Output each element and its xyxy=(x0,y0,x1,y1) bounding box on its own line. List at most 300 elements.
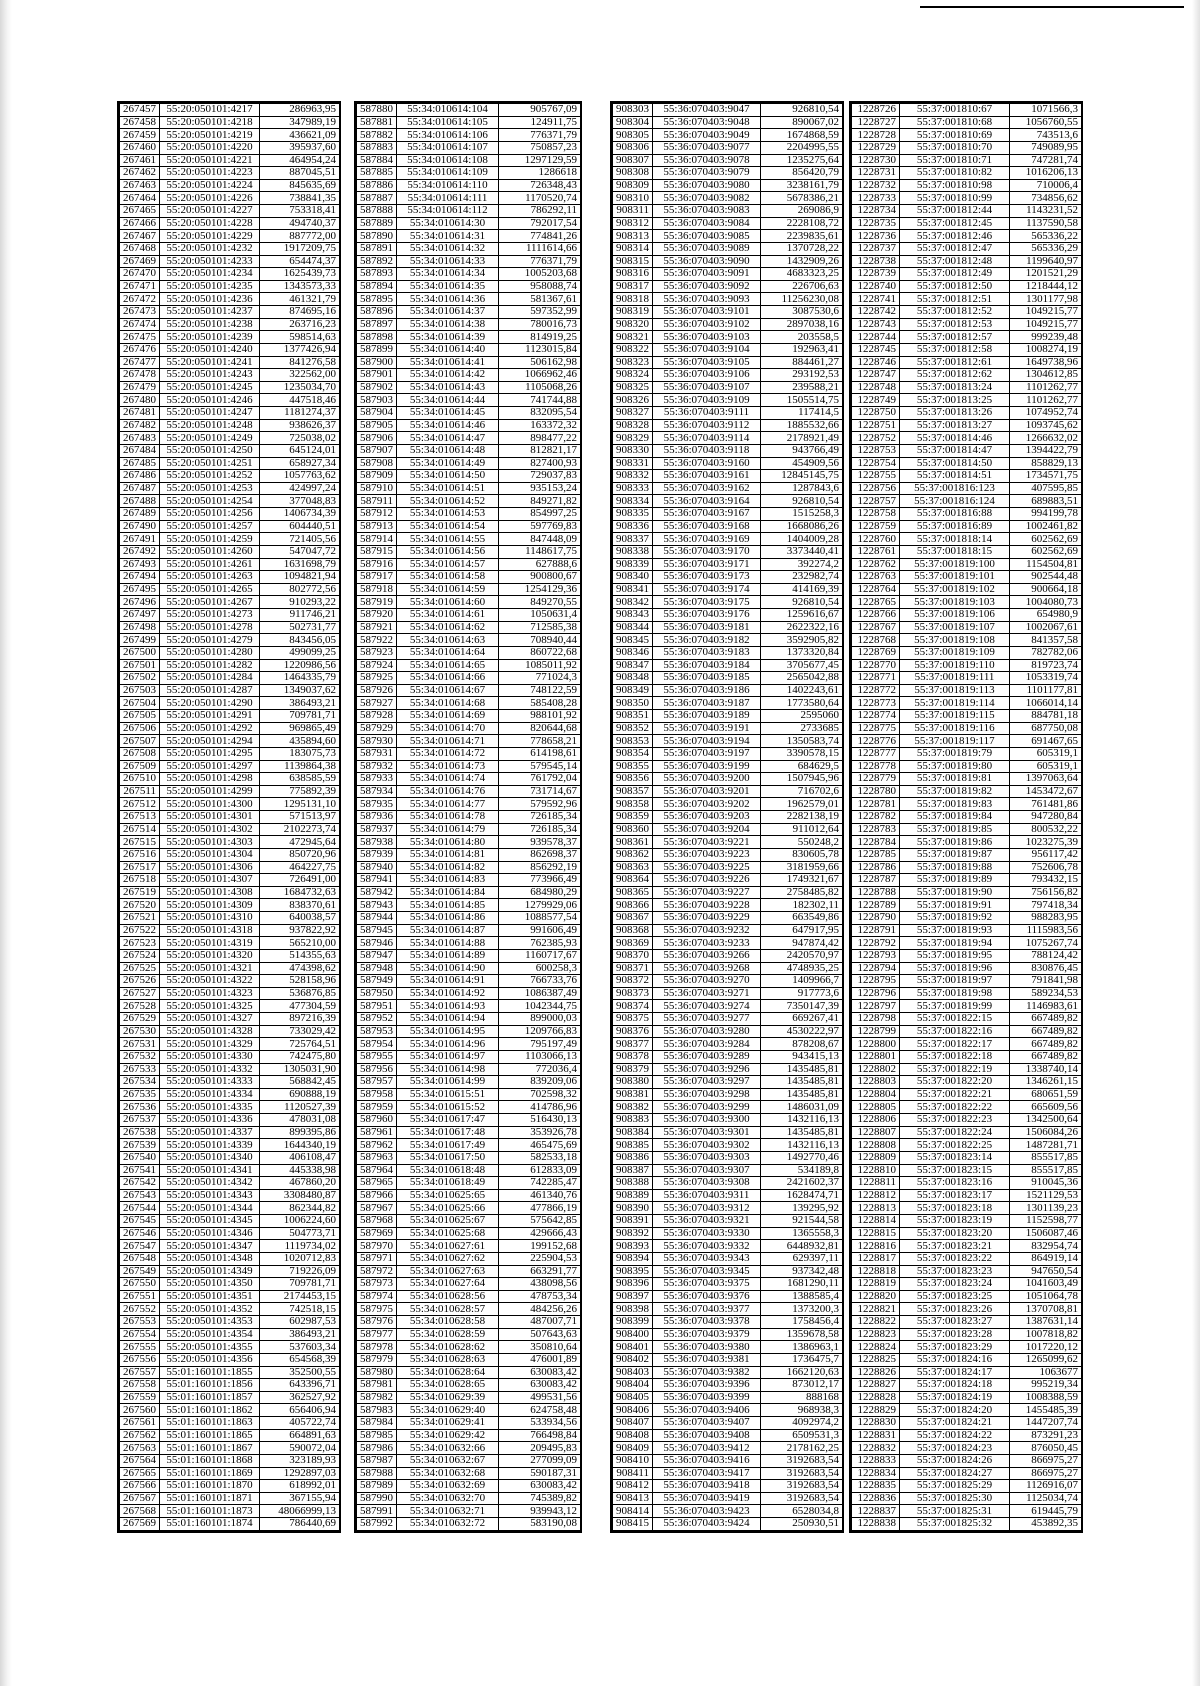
table-row xyxy=(357,129,581,142)
table-row xyxy=(613,823,843,836)
table-row xyxy=(357,1177,581,1190)
cadastral-value: 579592,96 xyxy=(499,798,581,811)
table-row xyxy=(613,104,843,117)
cadastral-value: 1962579,01 xyxy=(761,798,843,811)
table-row xyxy=(357,154,581,167)
cadastral-value: 1199640,97 xyxy=(1010,255,1082,268)
cadastral-number: 55:34:010617:49 xyxy=(397,1139,499,1152)
cadastral-value: 499531,56 xyxy=(499,1391,581,1404)
cadastral-value: 1085011,92 xyxy=(499,659,581,672)
cadastral-value: 830876,45 xyxy=(1010,962,1082,975)
table-row xyxy=(852,318,1082,331)
cadastral-number: 55:20:050101:4249 xyxy=(160,432,260,445)
cadastral-number: 55:37:001819:110 xyxy=(900,659,1010,672)
cadastral-value: 680651,59 xyxy=(1010,1088,1082,1101)
cadastral-number: 55:20:050101:4267 xyxy=(160,596,260,609)
table-row xyxy=(357,848,581,861)
cadastral-number: 55:20:050101:4246 xyxy=(160,394,260,407)
table-row xyxy=(120,1202,340,1215)
cadastral-value: 899000,03 xyxy=(499,1013,581,1026)
cadastral-number: 55:37:001810:68 xyxy=(900,116,1010,129)
row-number: 267502 xyxy=(120,672,160,685)
table-row xyxy=(613,331,843,344)
cadastral-value: 876050,45 xyxy=(1010,1442,1082,1455)
cadastral-value: 1002461,82 xyxy=(1010,520,1082,533)
cadastral-value: 3192683,54 xyxy=(761,1454,843,1467)
row-number: 587896 xyxy=(357,306,397,319)
table-row xyxy=(357,684,581,697)
cadastral-number: 55:37:001819:111 xyxy=(900,672,1010,685)
row-number: 908387 xyxy=(613,1164,653,1177)
table-row xyxy=(852,470,1082,483)
cadastral-value: 124911,75 xyxy=(499,116,581,129)
row-number: 1228758 xyxy=(852,508,900,521)
cadastral-value: 2178162,25 xyxy=(761,1442,843,1455)
cadastral-value: 627888,6 xyxy=(499,558,581,571)
cadastral-number: 55:34:010614:58 xyxy=(397,571,499,584)
cadastral-value: 708940,44 xyxy=(499,634,581,647)
table-row xyxy=(357,1290,581,1303)
cadastral-number: 55:20:050101:4355 xyxy=(160,1341,260,1354)
cadastral-number: 55:34:010625:65 xyxy=(397,1189,499,1202)
cadastral-number: 55:37:001819:94 xyxy=(900,937,1010,950)
table-row xyxy=(120,684,340,697)
table-row xyxy=(120,331,340,344)
cadastral-value: 849271,82 xyxy=(499,495,581,508)
row-number: 908382 xyxy=(613,1101,653,1114)
cadastral-value: 1094821,94 xyxy=(260,571,340,584)
table-row xyxy=(120,1063,340,1076)
cadastral-number: 55:20:050101:4251 xyxy=(160,457,260,470)
row-number: 267559 xyxy=(120,1391,160,1404)
table-row xyxy=(852,394,1082,407)
row-number: 908385 xyxy=(613,1139,653,1152)
row-number: 1228804 xyxy=(852,1088,900,1101)
cadastral-value: 1295131,10 xyxy=(260,798,340,811)
table-row xyxy=(852,1328,1082,1341)
cadastral-value: 547047,72 xyxy=(260,545,340,558)
cadastral-number: 55:37:001823:23 xyxy=(900,1265,1010,1278)
row-number: 1228833 xyxy=(852,1454,900,1467)
cadastral-number: 55:34:010614:111 xyxy=(397,192,499,205)
cadastral-value: 860722,68 xyxy=(499,646,581,659)
cadastral-value: 845635,69 xyxy=(260,179,340,192)
cadastral-number: 55:20:050101:4250 xyxy=(160,444,260,457)
cadastral-number: 55:36:070403:9102 xyxy=(653,318,761,331)
cadastral-number: 55:34:010614:81 xyxy=(397,848,499,861)
row-number: 587931 xyxy=(357,747,397,760)
row-number: 1228812 xyxy=(852,1189,900,1202)
table-row xyxy=(613,407,843,420)
row-number: 908369 xyxy=(613,937,653,950)
cadastral-number: 55:34:010614:110 xyxy=(397,179,499,192)
table-row xyxy=(120,1025,340,1038)
row-number: 908324 xyxy=(613,369,653,382)
table-row xyxy=(852,167,1082,180)
cadastral-value: 183075,73 xyxy=(260,747,340,760)
cadastral-value: 630083,42 xyxy=(499,1480,581,1493)
cadastral-number: 55:36:070403:9197 xyxy=(653,747,761,760)
cadastral-value: 1279929,06 xyxy=(499,899,581,912)
table-row xyxy=(852,760,1082,773)
cadastral-value: 362527,92 xyxy=(260,1391,340,1404)
cadastral-number: 55:37:001822:24 xyxy=(900,1126,1010,1139)
cadastral-number: 55:37:001823:25 xyxy=(900,1290,1010,1303)
row-number: 267498 xyxy=(120,621,160,634)
cadastral-value: 4683323,25 xyxy=(761,268,843,281)
cadastral-number: 55:34:010614:55 xyxy=(397,533,499,546)
row-number: 908381 xyxy=(613,1088,653,1101)
cadastral-number: 55:34:010614:70 xyxy=(397,722,499,735)
cadastral-number: 55:36:070403:9200 xyxy=(653,773,761,786)
cadastral-number: 55:34:010614:45 xyxy=(397,407,499,420)
table-row xyxy=(852,116,1082,129)
cadastral-number: 55:20:050101:4241 xyxy=(160,356,260,369)
cadastral-value: 1020712,83 xyxy=(260,1252,340,1265)
cadastral-value: 476001,89 xyxy=(499,1353,581,1366)
table-row xyxy=(120,798,340,811)
table-row xyxy=(357,634,581,647)
row-number: 1228729 xyxy=(852,141,900,154)
table-row xyxy=(120,394,340,407)
cadastral-value: 406108,47 xyxy=(260,1151,340,1164)
cadastral-value: 1287843,6 xyxy=(761,482,843,495)
cadastral-value: 939578,37 xyxy=(499,836,581,849)
cadastral-number: 55:37:001823:19 xyxy=(900,1215,1010,1228)
cadastral-value: 782782,06 xyxy=(1010,646,1082,659)
row-number: 267479 xyxy=(120,381,160,394)
cadastral-number: 55:37:001825:31 xyxy=(900,1505,1010,1518)
cadastral-value: 1004080,73 xyxy=(1010,596,1082,609)
cadastral-value: 589234,53 xyxy=(1010,987,1082,1000)
cadastral-value: 900800,67 xyxy=(499,571,581,584)
row-number: 1228805 xyxy=(852,1101,900,1114)
cadastral-number: 55:36:070403:9268 xyxy=(653,962,761,975)
cadastral-value: 534189,8 xyxy=(761,1164,843,1177)
cadastral-number: 55:20:050101:4325 xyxy=(160,1000,260,1013)
cadastral-value: 1394422,79 xyxy=(1010,444,1082,457)
row-number: 1228809 xyxy=(852,1151,900,1164)
row-number: 908386 xyxy=(613,1151,653,1164)
row-number: 267517 xyxy=(120,861,160,874)
row-number: 587989 xyxy=(357,1480,397,1493)
cadastral-value: 947874,42 xyxy=(761,937,843,950)
cadastral-number: 55:37:001819:100 xyxy=(900,558,1010,571)
table-row xyxy=(357,912,581,925)
table-row xyxy=(357,1391,581,1404)
cadastral-value: 878208,67 xyxy=(761,1038,843,1051)
table-row xyxy=(357,495,581,508)
cadastral-value: 640038,57 xyxy=(260,912,340,925)
row-number: 908354 xyxy=(613,747,653,760)
cadastral-value: 766498,84 xyxy=(499,1429,581,1442)
table-row xyxy=(613,1290,843,1303)
cadastral-number: 55:20:050101:4260 xyxy=(160,545,260,558)
cadastral-number: 55:37:001810:70 xyxy=(900,141,1010,154)
row-number: 908359 xyxy=(613,811,653,824)
cadastral-number: 55:20:050101:4238 xyxy=(160,318,260,331)
cadastral-value: 1125034,74 xyxy=(1010,1492,1082,1505)
cadastral-number: 55:36:070403:9381 xyxy=(653,1353,761,1366)
table-row xyxy=(852,331,1082,344)
cadastral-number: 55:37:001814:50 xyxy=(900,457,1010,470)
table-row xyxy=(613,874,843,887)
cadastral-value: 888168 xyxy=(761,1391,843,1404)
cadastral-number: 55:36:070403:9232 xyxy=(653,924,761,937)
table-row xyxy=(852,1139,1082,1152)
cadastral-value: 841357,58 xyxy=(1010,634,1082,647)
cadastral-number: 55:37:001812:52 xyxy=(900,306,1010,319)
cadastral-number: 55:34:010632:67 xyxy=(397,1454,499,1467)
table-row xyxy=(357,482,581,495)
cadastral-number: 55:34:010632:68 xyxy=(397,1467,499,1480)
row-number: 587935 xyxy=(357,798,397,811)
cadastral-value: 1123015,84 xyxy=(499,343,581,356)
cadastral-number: 55:20:050101:4292 xyxy=(160,722,260,735)
cadastral-value: 1007818,82 xyxy=(1010,1328,1082,1341)
cadastral-value: 367155,94 xyxy=(260,1492,340,1505)
table-row xyxy=(613,179,843,192)
table-row xyxy=(120,861,340,874)
table-row xyxy=(120,1013,340,1026)
cadastral-number: 55:20:050101:4239 xyxy=(160,331,260,344)
cadastral-value: 820644,68 xyxy=(499,722,581,735)
table-row xyxy=(613,495,843,508)
cadastral-value: 1041603,49 xyxy=(1010,1278,1082,1291)
cadastral-value: 2282138,19 xyxy=(761,811,843,824)
table-row xyxy=(613,268,843,281)
row-number: 1228762 xyxy=(852,558,900,571)
cadastral-number: 55:34:010614:67 xyxy=(397,684,499,697)
row-number: 1228766 xyxy=(852,609,900,622)
table-column-1 xyxy=(117,101,341,1533)
row-number: 267495 xyxy=(120,583,160,596)
cadastral-number: 55:34:010614:39 xyxy=(397,331,499,344)
table-row xyxy=(613,154,843,167)
row-number: 267525 xyxy=(120,962,160,975)
cadastral-value: 1201521,29 xyxy=(1010,268,1082,281)
cadastral-number: 55:36:070403:9078 xyxy=(653,154,761,167)
cadastral-value: 3592905,82 xyxy=(761,634,843,647)
cadastral-number: 55:36:070403:9101 xyxy=(653,306,761,319)
table-row xyxy=(613,419,843,432)
cadastral-number: 55:20:050101:4284 xyxy=(160,672,260,685)
cadastral-number: 55:37:001818:15 xyxy=(900,545,1010,558)
table-row xyxy=(357,811,581,824)
table-row xyxy=(613,1139,843,1152)
row-number: 587982 xyxy=(357,1391,397,1404)
cadastral-value: 464227,75 xyxy=(260,861,340,874)
cadastral-number: 55:34:010614:90 xyxy=(397,962,499,975)
row-number: 587972 xyxy=(357,1265,397,1278)
cadastral-number: 55:36:070403:9084 xyxy=(653,217,761,230)
table-row xyxy=(613,558,843,571)
cadastral-value: 902544,48 xyxy=(1010,571,1082,584)
cadastral-value: 937342,48 xyxy=(761,1265,843,1278)
row-number: 1228781 xyxy=(852,798,900,811)
row-number: 587930 xyxy=(357,735,397,748)
cadastral-value: 761481,86 xyxy=(1010,798,1082,811)
cadastral-value: 725764,51 xyxy=(260,1038,340,1051)
table-row xyxy=(852,217,1082,230)
cadastral-number: 55:20:050101:4319 xyxy=(160,937,260,950)
table-row xyxy=(357,407,581,420)
table-row xyxy=(357,444,581,457)
row-number: 908363 xyxy=(613,861,653,874)
table-row xyxy=(852,1240,1082,1253)
table-row xyxy=(613,684,843,697)
row-number: 267518 xyxy=(120,874,160,887)
cadastral-number: 55:37:001824:20 xyxy=(900,1404,1010,1417)
cadastral-number: 55:20:050101:4226 xyxy=(160,192,260,205)
row-number: 587983 xyxy=(357,1404,397,1417)
cadastral-number: 55:37:001812:58 xyxy=(900,343,1010,356)
cadastral-number: 55:34:010614:40 xyxy=(397,343,499,356)
cadastral-number: 55:34:010614:69 xyxy=(397,710,499,723)
cadastral-number: 55:34:010614:94 xyxy=(397,1013,499,1026)
row-number: 908346 xyxy=(613,646,653,659)
cadastral-value: 788124,42 xyxy=(1010,949,1082,962)
cadastral-number: 55:37:001814:46 xyxy=(900,432,1010,445)
cadastral-number: 55:20:050101:4298 xyxy=(160,773,260,786)
row-number: 1228759 xyxy=(852,520,900,533)
table-row xyxy=(852,419,1082,432)
row-number: 267460 xyxy=(120,141,160,154)
cadastral-value: 581367,61 xyxy=(499,293,581,306)
cadastral-number: 55:37:001819:84 xyxy=(900,811,1010,824)
row-number: 587957 xyxy=(357,1076,397,1089)
cadastral-number: 55:20:050101:4220 xyxy=(160,141,260,154)
row-number: 1228806 xyxy=(852,1114,900,1127)
cadastral-value: 2421602,37 xyxy=(761,1177,843,1190)
cadastral-number: 55:36:070403:9274 xyxy=(653,1000,761,1013)
table-row xyxy=(613,975,843,988)
row-number: 587977 xyxy=(357,1328,397,1341)
cadastral-value: 465475,69 xyxy=(499,1139,581,1152)
cadastral-number: 55:37:001823:24 xyxy=(900,1278,1010,1291)
cadastral-number: 55:01:160101:1870 xyxy=(160,1480,260,1493)
cadastral-value: 484256,26 xyxy=(499,1303,581,1316)
cadastral-value: 1071566,3 xyxy=(1010,104,1082,117)
table-column-2 xyxy=(354,101,582,1533)
table-row xyxy=(852,104,1082,117)
row-number: 587970 xyxy=(357,1240,397,1253)
row-number: 267545 xyxy=(120,1215,160,1228)
cadastral-value: 1404009,28 xyxy=(761,533,843,546)
cadastral-value: 395937,60 xyxy=(260,141,340,154)
row-number: 908374 xyxy=(613,1000,653,1013)
row-number: 587978 xyxy=(357,1341,397,1354)
row-number: 1228780 xyxy=(852,785,900,798)
row-number: 587992 xyxy=(357,1518,397,1531)
cadastral-number: 55:20:050101:4353 xyxy=(160,1316,260,1329)
cadastral-value: 1105068,26 xyxy=(499,381,581,394)
row-number: 587991 xyxy=(357,1505,397,1518)
table-row xyxy=(357,508,581,521)
cadastral-value: 263716,23 xyxy=(260,318,340,331)
cadastral-value: 571513,97 xyxy=(260,811,340,824)
cadastral-value: 802772,56 xyxy=(260,583,340,596)
row-number: 1228794 xyxy=(852,962,900,975)
table-row xyxy=(357,722,581,735)
cadastral-value: 1218444,12 xyxy=(1010,280,1082,293)
cadastral-value: 1115983,56 xyxy=(1010,924,1082,937)
table-row xyxy=(852,798,1082,811)
cadastral-value: 1917209,75 xyxy=(260,242,340,255)
cadastral-value: 1265099,62 xyxy=(1010,1353,1082,1366)
table-row xyxy=(357,1341,581,1354)
cadastral-value: 1373200,3 xyxy=(761,1303,843,1316)
cadastral-number: 55:36:070403:9173 xyxy=(653,571,761,584)
table-row xyxy=(613,722,843,735)
row-number: 267542 xyxy=(120,1177,160,1190)
table-row xyxy=(852,962,1082,975)
row-number: 1228819 xyxy=(852,1278,900,1291)
table-row xyxy=(613,659,843,672)
table-row xyxy=(852,912,1082,925)
cadastral-value: 1388585,4 xyxy=(761,1290,843,1303)
cadastral-value: 1346261,15 xyxy=(1010,1076,1082,1089)
cadastral-value: 772036,4 xyxy=(499,1063,581,1076)
table-row xyxy=(120,545,340,558)
table-row xyxy=(357,1353,581,1366)
cadastral-number: 55:36:070403:9418 xyxy=(653,1480,761,1493)
cadastral-value: 780016,73 xyxy=(499,318,581,331)
table-row xyxy=(613,1000,843,1013)
table-row xyxy=(613,836,843,849)
row-number: 908365 xyxy=(613,886,653,899)
cadastral-number: 55:34:010614:42 xyxy=(397,369,499,382)
row-number: 267523 xyxy=(120,937,160,950)
cadastral-number: 55:34:010614:49 xyxy=(397,457,499,470)
table-row xyxy=(852,1379,1082,1392)
table-row xyxy=(613,1328,843,1341)
cadastral-number: 55:34:010628:58 xyxy=(397,1316,499,1329)
row-number: 267464 xyxy=(120,192,160,205)
row-number: 587885 xyxy=(357,167,397,180)
cadastral-value: 585408,28 xyxy=(499,697,581,710)
table-row xyxy=(852,874,1082,887)
cadastral-number: 55:37:001819:107 xyxy=(900,621,1010,634)
cadastral-number: 55:20:050101:4356 xyxy=(160,1353,260,1366)
row-number: 1228798 xyxy=(852,1013,900,1026)
row-number: 267532 xyxy=(120,1050,160,1063)
row-number: 267548 xyxy=(120,1252,160,1265)
cadastral-number: 55:36:070403:9162 xyxy=(653,482,761,495)
cadastral-number: 55:20:050101:4323 xyxy=(160,987,260,1000)
table-row xyxy=(357,747,581,760)
row-number: 1228757 xyxy=(852,495,900,508)
row-number: 908390 xyxy=(613,1202,653,1215)
cadastral-value: 748122,59 xyxy=(499,684,581,697)
cadastral-value: 1101177,81 xyxy=(1010,684,1082,697)
table-row xyxy=(852,1038,1082,1051)
cadastral-value: 1051064,78 xyxy=(1010,1290,1082,1303)
cadastral-value: 884781,18 xyxy=(1010,710,1082,723)
cadastral-number: 55:37:001812:57 xyxy=(900,331,1010,344)
cadastral-value: 716702,6 xyxy=(761,785,843,798)
table-row xyxy=(357,646,581,659)
cadastral-number: 55:34:010614:79 xyxy=(397,823,499,836)
table-row xyxy=(852,697,1082,710)
row-number: 267488 xyxy=(120,495,160,508)
table-row xyxy=(852,886,1082,899)
table-row xyxy=(357,861,581,874)
row-number: 587900 xyxy=(357,356,397,369)
cadastral-value: 1365558,3 xyxy=(761,1227,843,1240)
cadastral-number: 55:36:070403:9419 xyxy=(653,1492,761,1505)
table-row xyxy=(357,268,581,281)
